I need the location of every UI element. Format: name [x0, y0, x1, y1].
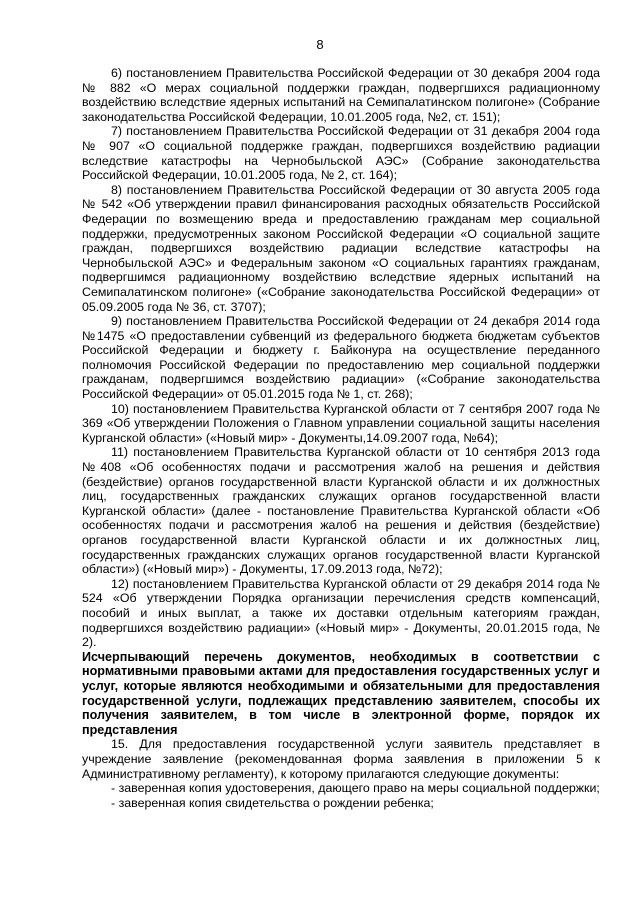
paragraph-15: 15. Для предоставления государственной услуги заявитель представляет в учреждение заявление (рекомендованная форма заявления в приложении 5 к Административному регламенту), к которому прилагаются следующие документы: — [82, 737, 600, 781]
paragraph-item-12: 12) постановлением Правительства Курганской области от 29 декабря 2014 года № 524 «Об утверждении Порядка организации перечисления средств компенсаций, пособий и иных выплат, а также их доставки отдельным категориям граждан, подвергшихся воздействию радиации» («Новый мир» - Документы, 20.01.2015 года, № 2). — [82, 576, 600, 650]
section-heading: Исчерпывающий перечень документов, необходимых в соответствии с нормативными правовыми актами для предоставления государственных услуг и услуг, которые являются необходимыми и обязательными для предоставления государственной услуги, подлежащих представлению заявителем, способы их получения заявителем, в том числе в электронной форме, порядок их представления — [82, 649, 600, 737]
list-item-document-2: - заверенная копия свидетельства о рождении ребенка; — [111, 795, 434, 810]
list-item-document-1: - заверенная копия удостоверения, дающего право на меры социальной поддержки; — [111, 781, 600, 796]
page-number: 8 — [316, 37, 324, 52]
paragraph-item-10: 10) постановлением Правительства Курганской области от 7 сентября 2007 года № 369 «Об утверждении Положения о Главном управлении социальной защиты населения Курганской области» («Новый мир» - Документы,14.09.2007 года, №64); — [82, 401, 600, 445]
paragraph-item-7: 7) постановлением Правительства Российской Федерации от 31 декабря 2004 года № 907 «О социальной поддержке граждан, подвергшихся воздействию радиации вследствие катастрофы на Чернобыльской АЭС» (Собрание законодательства Российской Федерации, 10.01.2005 года, № 2, ст. 164); — [82, 124, 600, 183]
paragraph-item-6: 6) постановлением Правительства Российской Федерации от 30 декабря 2004 года № 882 «О мерах социальной поддержки граждан, подвергшихся радиационному воздействию вследствие ядерных испытаний на Семипалатинском полигоне» (Собрание законодательства Российской Федерации, 10.01.2005 года, №2, ст. 151); — [82, 66, 600, 124]
paragraph-item-9: 9) постановлением Правительства Российской Федерации от 24 декабря 2014 года №1475 «О предоставлении субвенций из федерального бюджета бюджетам субъектов Российской Федерации и бюджету г. Байконура на осуществление переданного полномочия Российской Федерации по предоставлению мер социальной поддержки гражданам, подвергшимся воздействию радиации» («Собрание законодательства Российской Федерации» от 05.01.2015 года № 1, ст. 268); — [82, 314, 600, 402]
document-body — [82, 66, 600, 810]
paragraph-item-11: 11) постановлением Правительства Курганской области от 10 сентября 2013 года №408 «Об особенностях подачи и рассмотрения жалоб на решения и действия (бездействие) органов государственной власти Курганской области и их должностных лиц, государственных гражданских служащих органов государственной власти Курганской области» (далее - постановление Правительства Курганской области «Об особенностях подачи и рассмотрения жалоб на решения и действия (бездействие) органов государственной власти Курганской области и их должностных лиц, государственных гражданских служащих органов государственной власти Курганской области») («Новый мир») - Документы, 17.09.2013 года, №72); — [82, 445, 600, 577]
paragraph-item-8: 8) постановлением Правительства Российской Федерации от 30 августа 2005 года № 542 «Об утверждении правил финансирования расходных обязательств Российской Федерации по возмещению вреда и предоставлению гражданам мер социальной поддержки, предусмотренных законом Российской Федерации «О социальной защите граждан, подвергшихся воздействию радиации вследствие катастрофы на Чернобыльской АЭС» и Федеральным законом «О социальных гарантиях гражданам, подвергшимся радиационному воздействию вследствие ядерных испытаний на Семипалатинском полигоне» («Собрание законодательства Российской Федерации» от 05.09.2005 года № 36, ст. 3707); — [82, 182, 600, 314]
